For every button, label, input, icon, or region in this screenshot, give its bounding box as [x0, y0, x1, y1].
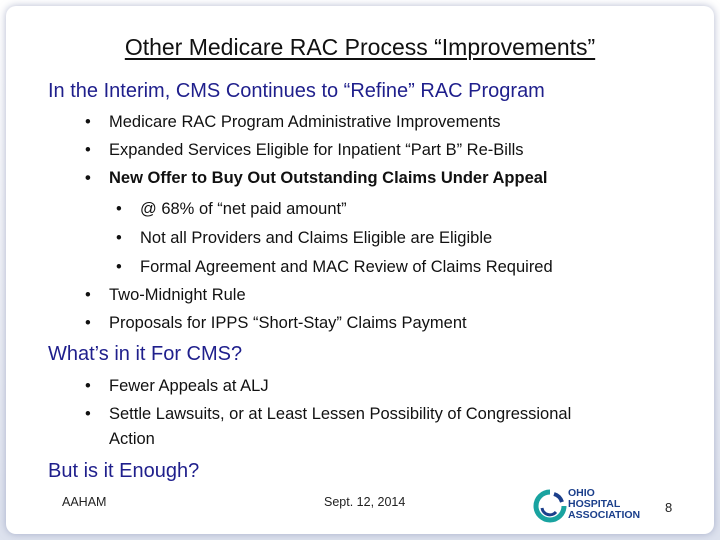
logo-text	[568, 488, 640, 521]
bullet-icon: •	[116, 258, 122, 276]
section-heading-enough: But is it Enough?	[48, 460, 200, 482]
bullet-icon: •	[116, 229, 122, 247]
section-heading-cms: What’s in it For CMS?	[48, 343, 243, 365]
logo-line: OHIO	[568, 487, 595, 499]
footer-date: Sept. 12, 2014	[324, 495, 406, 509]
slide-title: Other Medicare RAC Process “Improvements”	[124, 34, 596, 60]
bullet-text: Not all Providers and Claims Eligible are Eligible	[140, 229, 493, 247]
bullet-icon: •	[85, 377, 91, 395]
bullet-icon: •	[85, 169, 91, 187]
bullet-text: Settle Lawsuits, or at Least Lessen Possibility of Congressional	[109, 405, 572, 423]
page-number: 8	[665, 500, 673, 515]
bullet-icon: •	[85, 405, 91, 423]
logo-line: HOSPITAL	[568, 498, 621, 510]
bullet-icon: •	[85, 314, 91, 332]
bullet-text: @ 68% of “net paid amount”	[140, 200, 347, 218]
logo-mark-icon	[532, 488, 568, 528]
bullet-text: Expanded Services Eligible for Inpatient “Part B” Re-Bills	[109, 141, 524, 159]
bullet-text: Formal Agreement and MAC Review of Claims Required	[140, 258, 553, 276]
section-heading-interim: In the Interim, CMS Continues to “Refine” RAC Program	[48, 80, 545, 102]
bullet-text: Medicare RAC Program Administrative Improvements	[109, 113, 501, 131]
bullet-text: Two-Midnight Rule	[109, 286, 246, 304]
logo-line: ASSOCIATION	[568, 509, 641, 521]
bullet-icon: •	[116, 200, 122, 218]
bullet-text: New Offer to Buy Out Outstanding Claims Under Appeal	[109, 169, 548, 187]
ohio-hospital-association-logo-icon	[532, 488, 652, 528]
footer-left: AAHAM	[62, 495, 107, 509]
bullet-text: Fewer Appeals at ALJ	[109, 377, 269, 395]
bullet-icon: •	[85, 141, 91, 159]
bullet-text: Proposals for IPPS “Short-Stay” Claims Payment	[109, 314, 467, 332]
bullet-text-continuation: Action	[109, 430, 155, 448]
bullet-icon: •	[85, 286, 91, 304]
bullet-icon: •	[85, 113, 91, 131]
